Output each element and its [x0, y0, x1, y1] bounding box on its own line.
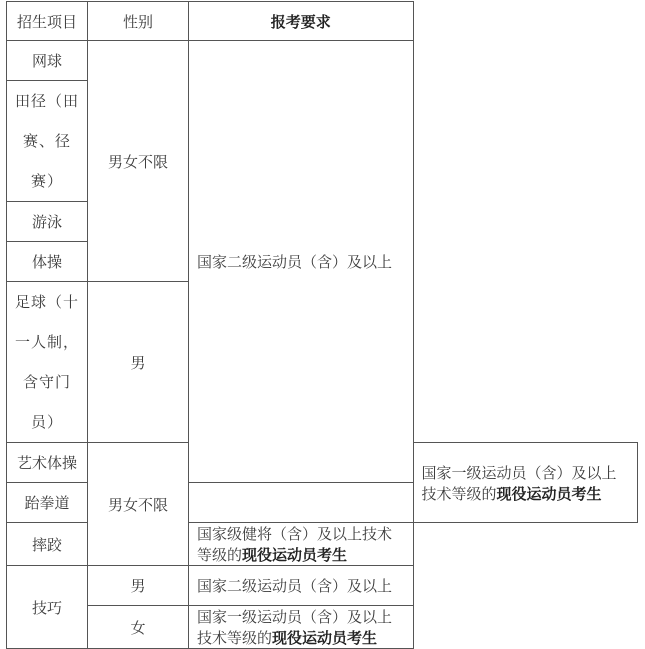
requirement-text: 国家级健将（含）及以上技术等级的: [197, 525, 393, 564]
gender-male-acrobatics: 男: [88, 566, 189, 606]
project-football: 足球（十一人制，含守门员）: [7, 282, 88, 443]
table-row: [7, 41, 638, 81]
project-athletics: 田径（田赛、径赛）: [7, 81, 88, 202]
admission-requirements-table: [6, 1, 638, 649]
header-gender: 性别: [88, 2, 189, 41]
project-gymnastics: 体操: [7, 242, 88, 282]
project-taekwondo: 跆拳道: [7, 483, 88, 523]
project-acrobatics: 技巧: [7, 566, 88, 649]
gender-unlimited: 男女不限: [88, 41, 189, 282]
project-rhythmic-gymnastics: 艺术体操: [7, 443, 88, 483]
header-requirement: 报考要求: [189, 2, 414, 41]
gender-male: 男: [88, 282, 189, 443]
requirement-level2: 国家二级运动员（含）及以上: [189, 41, 414, 483]
requirement-level2-acrobatics: 国家二级运动员（含）及以上: [189, 566, 414, 606]
table-row: [7, 606, 638, 649]
requirement-text: 国家一级运动员（含）及以上技术等级的: [197, 608, 393, 647]
requirement-level1-acrobatics: [189, 606, 414, 649]
requirement-bold-text: 现役运动员考生: [496, 484, 602, 503]
header-project: 招生项目: [7, 2, 88, 41]
project-swimming: 游泳: [7, 202, 88, 242]
requirement-master-active: [189, 523, 414, 566]
header-row: [7, 2, 638, 41]
requirement-level1-active: [413, 443, 638, 523]
project-wrestling: 摔跤: [7, 523, 88, 566]
requirement-bold-text: 现役运动员考生: [242, 546, 348, 564]
table-row: [7, 566, 638, 606]
gender-female-acrobatics: 女: [88, 606, 189, 649]
project-tennis: 网球: [7, 41, 88, 81]
requirement-bold-text: 现役运动员考生: [272, 629, 378, 647]
requirement-text: 国家一级运动员（含）及以上技术等级的: [421, 463, 617, 503]
gender-unlimited-2: 男女不限: [88, 443, 189, 566]
